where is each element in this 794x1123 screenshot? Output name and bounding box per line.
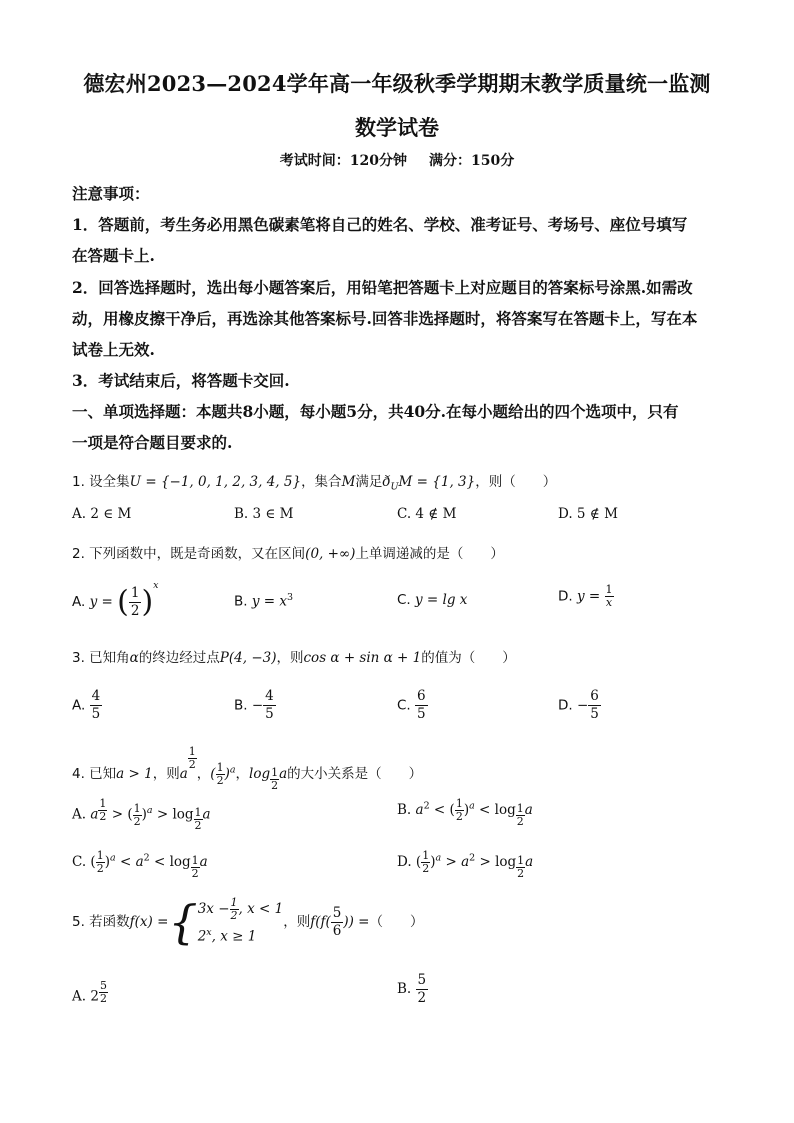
section1-line1: 一、单项选择题：本题共8小题，每小题5分，共40分.在每小题给出的四个选项中，只有	[72, 402, 679, 421]
q4-option-d: D. ( $\frac{1}{2}$ )$^a > a^2 > \log$ $_{\frac{1}{2}}$ a	[397, 849, 534, 880]
q3-a-num: 4	[91, 688, 101, 704]
q4-c-t2: a	[135, 854, 144, 870]
q2-a-num: 1	[130, 584, 140, 601]
exam-title: 德宏州2023—2024学年高一年级秋季学期期末教学质量统一监测	[83, 71, 711, 96]
q3-point: P(4, −3)	[219, 650, 277, 666]
q2-a-fraction	[129, 585, 142, 620]
q2-pre: 2. 下列函数中，既是奇函数，又在区间	[72, 546, 306, 562]
q4-term3-arg: a	[279, 766, 288, 782]
q4-d-lb-num: 1	[517, 853, 525, 867]
q3-c-fraction	[415, 688, 428, 723]
q4-c-log: log	[169, 854, 191, 870]
q5-b-fraction	[416, 972, 429, 1007]
q4-b-t2-num: 1	[455, 797, 463, 810]
q2-b-label: B.	[234, 593, 248, 610]
q5-a-exp-num: 5	[99, 979, 107, 992]
q4-a-label: A.	[72, 806, 87, 823]
q4-a-lb-den: 2	[194, 819, 202, 833]
q3-d-minus: −	[576, 697, 589, 714]
q5-case1-tail: , x < 1	[238, 900, 284, 917]
q2-post: 上单调递减的是（ ）	[355, 546, 504, 562]
q1-option-d: D. 5 ∉ M	[558, 506, 618, 522]
q2-b-expr: y = x	[251, 593, 287, 610]
q4-term3-log: log	[249, 766, 271, 782]
exam-score: 满分：150分	[429, 153, 515, 169]
q1-option-b: B. 3 ∈ M	[234, 506, 294, 522]
q4-c-t1-den: 2	[96, 862, 104, 875]
q4-c-log-base	[191, 855, 200, 880]
q5-ff-frac	[331, 905, 344, 940]
q1-mid2: 满足	[355, 474, 383, 490]
note-1a: 1．答题前，考生务必用黑色碳素笔将自己的姓名、学校、准考证号、考场号、座位号填写	[72, 215, 688, 234]
q2-option-c	[397, 592, 467, 608]
q3-option-b	[234, 688, 276, 723]
q2-d-den: x	[605, 596, 613, 609]
q4-b-log: log	[494, 802, 516, 818]
q3-a-den: 5	[91, 706, 101, 722]
q2-d-num: 1	[605, 583, 613, 596]
q3-c-num: 6	[417, 688, 426, 704]
q2-d-fraction	[605, 584, 614, 609]
q4-d-t1-den: 2	[422, 862, 430, 875]
q5-a-label: A.	[72, 988, 87, 1005]
question-4-stem: 4. 已知a > 1，则a $\frac{1}{2}$ ，( $\frac{1}{2}$ )$^a$，log $_{\frac{1}{2}}$ a的大小关系是（ ）	[72, 745, 423, 792]
q2-a-exp: x	[153, 580, 159, 591]
q1-universal-set: U = {−1, 0, 1, 2, 3, 4, 5}	[129, 474, 302, 490]
q5-a-exp-den: 2	[99, 992, 107, 1005]
q4-a-lb-num: 1	[194, 806, 202, 820]
note-2c: 试卷上无效.	[72, 340, 155, 359]
q4-c-lt2: <	[149, 854, 170, 870]
q5-mid: ，则	[283, 914, 311, 930]
q4-sep1: ，	[196, 766, 211, 782]
q4-c-t1-num: 1	[96, 849, 104, 862]
q3-b-minus: −	[251, 697, 264, 714]
q2-option-d	[558, 584, 614, 609]
exam-subtitle: 数学试卷	[355, 115, 439, 140]
q3-b-fraction	[263, 688, 276, 723]
q4-term2-exp: a	[229, 764, 236, 776]
q4-t3-den: 2	[271, 778, 279, 792]
q5-case-1	[198, 897, 284, 922]
q5-ff-den: 6	[332, 922, 342, 939]
q4-a-t2-num: 1	[133, 801, 141, 815]
q4-a-log-base	[194, 807, 203, 832]
q4-d-log-arg: a	[525, 854, 534, 870]
q4-b-t2-den: 2	[455, 810, 463, 823]
q4-b-t1: a	[415, 802, 424, 818]
q2-d-label: D.	[558, 588, 573, 605]
q3-d-label: D.	[558, 697, 573, 714]
q3-alpha: α	[129, 650, 139, 666]
q3-a-label: A.	[72, 697, 86, 714]
q3-expr: cos α + sin α + 1	[303, 650, 422, 666]
q4-mid: ，则	[152, 766, 180, 782]
q3-c-den: 5	[417, 706, 426, 722]
q4-b-t2-exp: a	[469, 800, 475, 812]
q3-d-den: 5	[590, 706, 599, 722]
q4-t3-num: 1	[271, 765, 279, 779]
q1-option-a: A. 2 ∈ M	[72, 506, 132, 522]
q5-b-num: 5	[417, 972, 427, 988]
q5-case1-expr: 3x −	[197, 900, 230, 917]
q4-b-log-arg: a	[524, 802, 533, 818]
q4-b-lt1: <	[429, 802, 450, 818]
note-1b: 在答题卡上.	[72, 246, 155, 265]
notes-heading: 注意事项：	[72, 184, 150, 203]
q2-option-a: A. y = ( $\frac{1}{2}$ )$^x$	[72, 580, 159, 620]
q4-term2-fraction	[216, 762, 225, 787]
q5-option-b	[397, 972, 428, 1007]
q4-option-c: C. ( $\frac{1}{2}$ )$^a < a^2 < \log$ $_{\frac{1}{2}}$ a	[72, 849, 208, 880]
q3-a-fraction	[90, 688, 103, 723]
q4-d-t1-num: 1	[422, 849, 430, 862]
q4-c-label: C.	[72, 854, 87, 870]
question-3-stem	[72, 646, 516, 666]
question-1-stem	[72, 470, 556, 493]
q3-option-d	[558, 688, 601, 723]
q3-c-label: C.	[397, 697, 411, 714]
q4-c-lb-den: 2	[191, 866, 199, 880]
q2-a-label: A.	[72, 594, 86, 610]
q2-a-y: y =	[89, 594, 113, 610]
q5-fx: f(x) =	[129, 914, 169, 930]
q4-c-log-arg: a	[199, 854, 208, 870]
q3-d-fraction	[588, 688, 601, 723]
q4-d-gt2: >	[475, 854, 496, 870]
q5-b-label: B.	[397, 981, 412, 997]
q1-complement	[382, 474, 476, 493]
q4-term1-base: a	[179, 766, 188, 782]
q2-d-expr: y =	[576, 588, 601, 605]
q4-a-t2-den: 2	[133, 814, 141, 828]
q1-option-c: C. 4 ∉ M	[397, 506, 457, 522]
q1-complement-symbol: ð	[382, 474, 391, 490]
q4-a-log-arg: a	[202, 806, 211, 823]
q1-post: ，则（ ）	[475, 474, 557, 490]
q4-d-gt1: >	[441, 854, 462, 870]
q5-case-2	[198, 922, 284, 948]
q4-t1-den: 2	[188, 758, 196, 771]
q4-d-t2: a	[461, 854, 470, 870]
q4-c-lt1: <	[115, 854, 136, 870]
q5-ff-num: 5	[332, 904, 342, 921]
question-2-stem	[72, 542, 504, 562]
q4-d-log: log	[495, 854, 517, 870]
q3-option-c	[397, 688, 428, 723]
q5-case2-exp: x	[206, 926, 212, 938]
q3-d-num: 6	[590, 688, 599, 704]
exam-time: 考试时间：120分钟	[279, 153, 407, 169]
q1-pre: 1. 设全集	[72, 474, 130, 490]
q4-a-exp-num: 1	[99, 797, 107, 810]
q4-a-gt2: >	[152, 806, 173, 823]
q4-d-log-base	[516, 855, 525, 880]
q4-a-exp-den: 2	[99, 810, 107, 823]
q1-complement-sub: U	[390, 481, 399, 493]
q5-pre: 5. 若函数	[72, 914, 130, 930]
q4-a-t2	[133, 803, 142, 828]
q4-d-t1	[421, 850, 430, 875]
q5-a-exp	[99, 980, 108, 1005]
q4-a-log: log	[172, 806, 194, 823]
q2-a-den: 2	[130, 602, 140, 619]
q4-a-t1: a	[90, 806, 99, 823]
q5-ff: f(f(	[310, 914, 331, 930]
q4-option-b: B. $a^2$ < ( $\frac{1}{2}$ )$^a$ < log $_{\frac{1}{2}}$ a	[397, 797, 533, 828]
q4-b-label: B.	[397, 802, 412, 818]
note-3: 3．考试结束后，将答题卡交回.	[72, 371, 290, 390]
q5-ff-close: )) =	[343, 914, 370, 930]
q5-case1-frac	[230, 897, 239, 922]
q5-b-den: 2	[417, 990, 427, 1006]
q2-c-label: C.	[397, 592, 411, 608]
q1-set-m: M	[341, 474, 356, 490]
q4-d-lb-den: 2	[517, 866, 525, 880]
q3-pre: 3. 已知角	[72, 650, 130, 666]
q5-case2-tail: , x ≥ 1	[211, 928, 257, 945]
section1-line2: 一项是符合题目要求的.	[72, 433, 233, 452]
q4-option-a: A. a $^{\frac{1}{2}}$ > ( $\frac{1}{2}$ )$^a$ > log $_{\frac{1}{2}}$ a	[72, 797, 211, 833]
q4-d-label: D.	[397, 854, 412, 870]
q2-b-exp: 3	[287, 592, 294, 603]
q4-b-t1-exp: 2	[423, 800, 430, 812]
q3-b-num: 4	[265, 688, 274, 704]
q4-c-lb-num: 1	[191, 853, 199, 867]
q3-mid2: ，则	[276, 650, 304, 666]
q5-option-a	[72, 980, 108, 1005]
q5-c1-den: 2	[230, 908, 238, 922]
q4-pre: 4. 已知	[72, 766, 117, 782]
q2-c-expr: y = lg x	[415, 592, 468, 608]
q4-c-t1-exp: a	[109, 852, 116, 864]
q3-mid: 的终边经过点	[138, 650, 220, 666]
q4-term1-exp	[188, 746, 197, 771]
q4-sep2: ，	[235, 766, 250, 782]
q3-b-den: 5	[265, 706, 274, 722]
q4-t2-num: 1	[216, 760, 224, 774]
q4-b-lb-num: 1	[516, 801, 524, 815]
q4-d-t2-exp: 2	[469, 852, 476, 864]
q4-t2-den: 2	[216, 773, 224, 787]
q4-term3-base	[270, 767, 279, 792]
q4-b-t2	[455, 798, 464, 823]
q5-cases	[198, 897, 284, 948]
q1-complement-eq: M = {1, 3}	[398, 474, 476, 490]
q4-cond: a > 1	[116, 766, 153, 782]
q4-c-t1	[96, 850, 105, 875]
q3-post: 的值为（ ）	[421, 650, 516, 666]
q3-b-label: B.	[234, 697, 248, 714]
q4-a-t2-exp: a	[146, 805, 153, 816]
q4-b-lb-den: 2	[516, 814, 524, 828]
note-2b: 动，用橡皮擦干净后，再选涂其他答案标号.回答非选择题时，将答案写在答题卡上，写在本	[72, 309, 698, 328]
q2-interval: (0, +∞)	[305, 546, 356, 562]
q5-post: （ ）	[369, 914, 424, 930]
q1-mid: ，集合	[301, 474, 342, 490]
q4-c-t2-exp: 2	[143, 852, 150, 864]
q3-option-a	[72, 688, 102, 723]
question-5-stem: 5. 若函数f(x) ={ 3x − $\frac{1}{2}$ , x < 1 2$^x$, x ≥ 1 ，则f(f( $\frac{5}{6}$ )) =（ ）	[72, 895, 424, 949]
exam-info	[0, 150, 794, 170]
q5-case2-base: 2	[197, 928, 207, 945]
q4-post: 的大小关系是（ ）	[287, 766, 423, 782]
q4-a-gt1: >	[107, 806, 128, 823]
q4-b-log-base	[516, 803, 525, 828]
note-2a: 2．回答选择题时，选出每小题答案后，用铅笔把答题卡上对应题目的答案标号涂黑.如需改	[72, 278, 693, 297]
q5-c1-num: 1	[230, 895, 238, 909]
q4-b-lt2: <	[474, 802, 495, 818]
q5-a-base: 2	[90, 988, 99, 1005]
q2-option-b	[234, 592, 293, 610]
q4-t1-num: 1	[188, 745, 196, 758]
q4-d-t1-exp: a	[435, 852, 442, 864]
